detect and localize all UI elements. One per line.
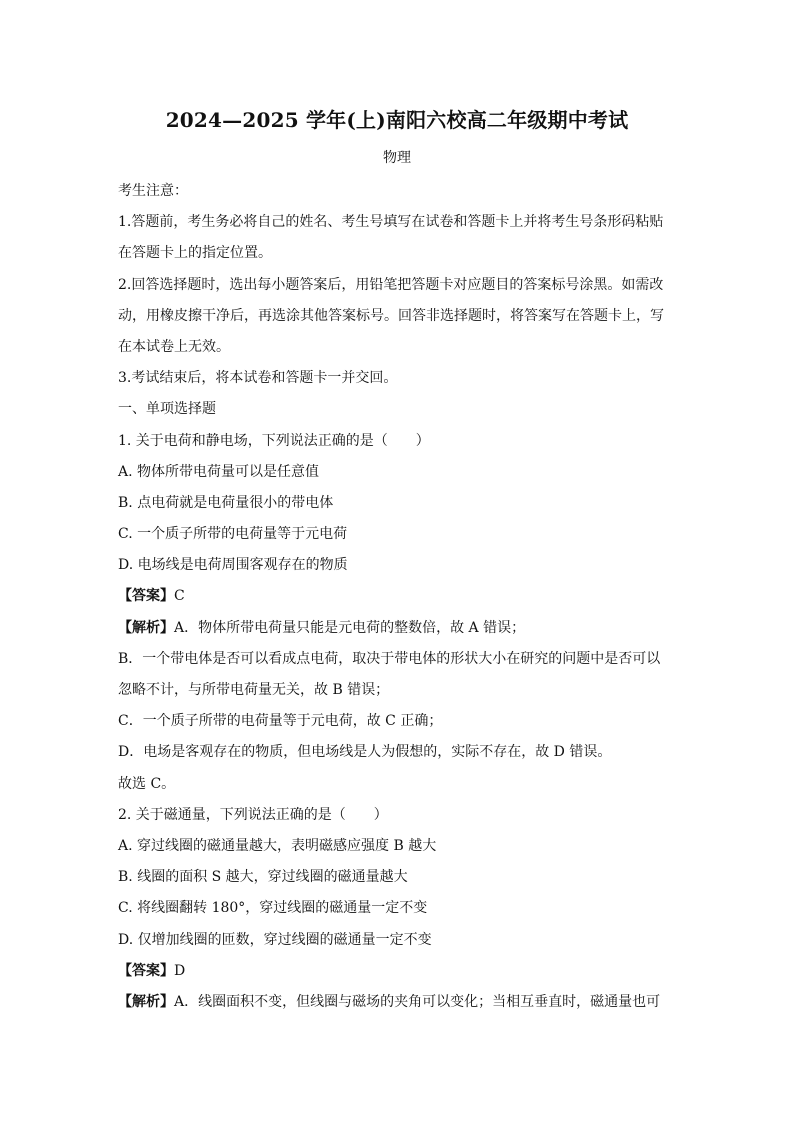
analysis-line: C．一个质子所带的电荷量等于元电荷，故 C 正确； xyxy=(118,713,443,730)
question-option: A. 穿过线圈的磁通量越大，表明磁感应强度 B 越大 xyxy=(118,837,437,854)
exam-title: 2024—2025 学年(上)南阳六校高二年级期中考试 xyxy=(165,108,629,132)
answer-line xyxy=(118,581,678,612)
notice-line: 2.回答选择题时，选出每小题答案后，用铅笔把答题卡对应题目的答案标号涂黑。如需改 xyxy=(118,276,664,293)
answer-value: D xyxy=(174,962,186,979)
analysis-line: D．电场是客观存在的物质，但电场线是人为假想的，实际不存在，故 D 错误。 xyxy=(118,744,612,761)
analysis-text: A．线圈面积不变，但线圈与磁场的夹角可以变化；当相互垂直时，磁通量也可 xyxy=(174,993,661,1010)
notice-line: 3.考试结束后，将本试卷和答题卡一并交回。 xyxy=(118,370,398,387)
analysis-label: 【解析】 xyxy=(118,993,174,1010)
question-option: C. 将线圈翻转 180°，穿过线圈的磁通量一定不变 xyxy=(118,900,428,917)
question-stem: 2. 关于磁通量，下列说法正确的是（ ） xyxy=(118,806,388,823)
section-heading: 一、单项选择题 xyxy=(118,401,216,418)
analysis-line xyxy=(118,613,678,644)
analysis-line: 故选 C。 xyxy=(118,775,176,792)
subject-heading: 物理 xyxy=(383,150,411,166)
answer-line xyxy=(118,956,678,987)
question-option: C. 一个质子所带的电荷量等于元电荷 xyxy=(118,526,348,543)
question-option: D. 仅增加线圈的匝数，穿过线圈的磁通量一定不变 xyxy=(118,931,432,948)
document-body xyxy=(118,176,678,1018)
answer-label: 【答案】 xyxy=(118,962,174,979)
answer-value: C xyxy=(174,588,185,605)
question-option: D. 电场线是电荷周围客观存在的物质 xyxy=(118,557,348,574)
analysis-text: A．物体所带电荷量只能是元电荷的整数倍，故 A 错误； xyxy=(174,619,526,636)
notice-line: 在答题卡上的指定位置。 xyxy=(118,245,272,262)
answer-label: 【答案】 xyxy=(118,588,174,605)
notice-heading: 考生注意： xyxy=(118,183,188,199)
question-option: A. 物体所带电荷量可以是任意值 xyxy=(118,463,320,480)
analysis-line: B．一个带电体是否可以看成点电荷，取决于带电体的形状大小在研究的问题中是否可以 xyxy=(118,650,661,667)
notice-line: 动，用橡皮擦干净后，再选涂其他答案标号。回答非选择题时，将答案写在答题卡上，写 xyxy=(118,307,664,324)
question-option: B. 线圈的面积 S 越大，穿过线圈的磁通量越大 xyxy=(118,869,408,886)
analysis-line: 忽略不计，与所带电荷量无关，故 B 错误； xyxy=(118,682,390,698)
analysis-label: 【解析】 xyxy=(118,619,174,636)
question-stem: 1. 关于电荷和静电场，下列说法正确的是（ ） xyxy=(118,432,430,449)
question-option: B. 点电荷就是电荷量很小的带电体 xyxy=(118,494,334,511)
notice-line: 在本试卷上无效。 xyxy=(118,338,230,355)
analysis-line xyxy=(118,987,678,1018)
notice-line: 1.答题前，考生务必将自己的姓名、考生号填写在试卷和答题卡上并将考生号条形码粘贴 xyxy=(118,214,664,231)
